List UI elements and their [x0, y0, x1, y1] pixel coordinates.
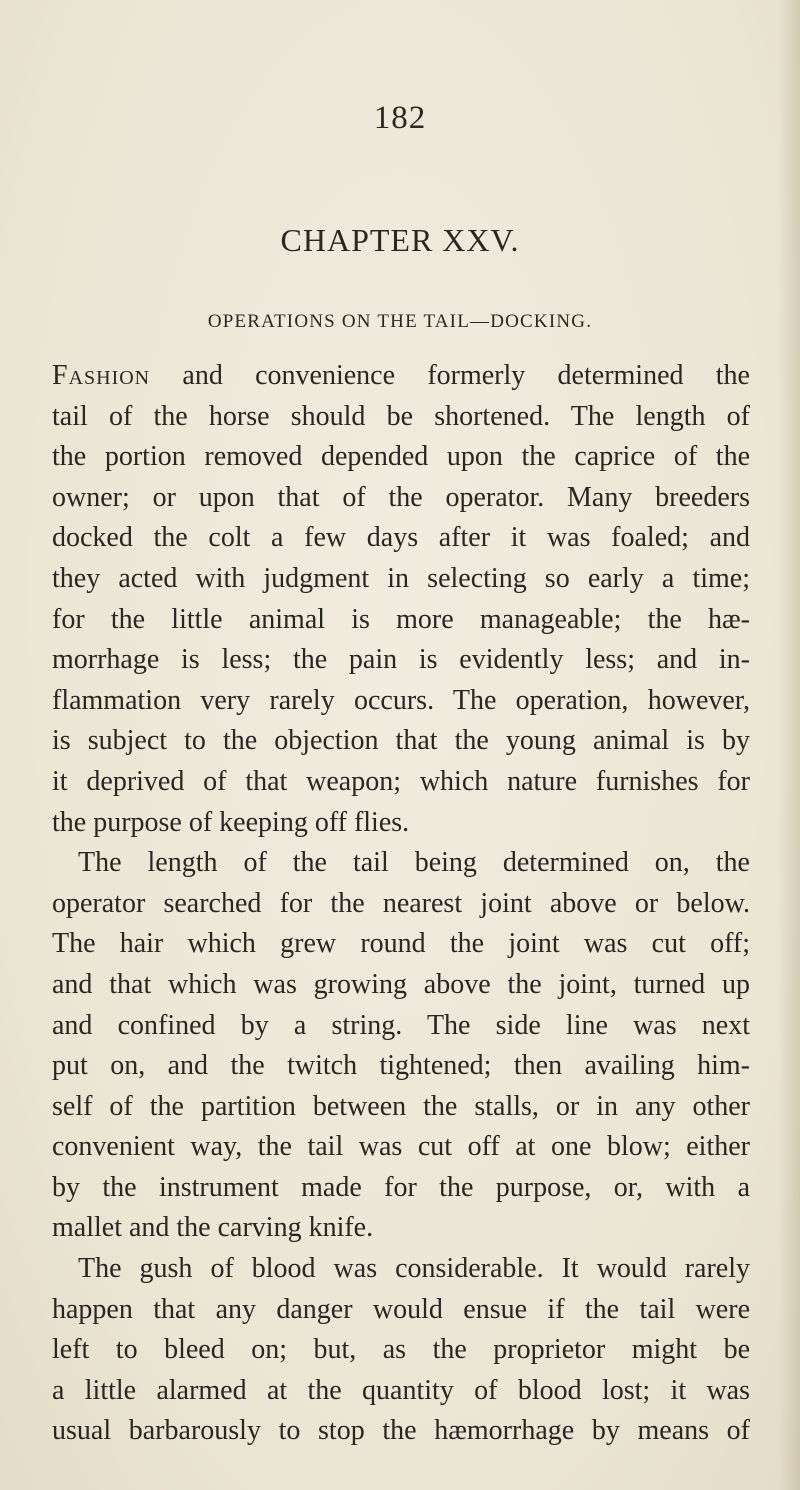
text-line: The gush of blood was considerable. It would rarely: [78, 1253, 750, 1285]
text-line: put on, and the twitch tightened; then availing him-: [52, 1050, 750, 1082]
text-line: the purpose of keeping off flies.: [52, 806, 410, 838]
chapter-title: CHAPTER XXV.: [280, 222, 520, 258]
text-line: self of the partition between the stalls, or in any other: [52, 1090, 750, 1122]
text-line: it deprived of that weapon; which nature furnishes for: [52, 765, 750, 797]
text-line: The hair which grew round the joint was cut off;: [52, 928, 750, 960]
text-line: tail of the horse should be shortened. The length of: [52, 400, 750, 432]
text-line: happen that any danger would ensue if the tail were: [52, 1293, 750, 1325]
text-line: left to bleed on; but, as the proprietor might be: [52, 1334, 750, 1366]
text-line: morrhage is less; the pain is evidently less; and in-: [52, 644, 750, 676]
text-line: docked the colt a few days after it was foaled; and: [52, 522, 750, 554]
text-line: The length of the tail being determined on, the: [78, 847, 750, 879]
text-line: and confined by a string. The side line was next: [52, 1009, 750, 1041]
chapter-subtitle: OPERATIONS ON THE TAIL—DOCKING.: [207, 311, 593, 332]
text-line: mallet and the carving knife.: [52, 1212, 374, 1244]
text-line: by the instrument made for the purpose, or, with a: [52, 1171, 750, 1203]
text-line: they acted with judgment in selecting so early a time;: [52, 562, 750, 594]
text-line: usual barbarously to stop the hæmorrhage by means of: [52, 1415, 750, 1447]
text-line: flammation very rarely occurs. The operation, however,: [52, 684, 750, 716]
page-edge-shadow: [778, 0, 800, 1490]
text-line: the portion removed depended upon the caprice of the: [52, 441, 750, 473]
text-line: owner; or upon that of the operator. Many breeders: [52, 481, 750, 513]
page-number: 182: [373, 100, 427, 136]
text-line: convenient way, the tail was cut off at one blow; either: [52, 1131, 750, 1163]
text-line: a little alarmed at the quantity of blood lost; it was: [52, 1374, 750, 1406]
text-line: is subject to the objection that the young animal is by: [52, 725, 750, 757]
body-text: [52, 356, 750, 1452]
text-line: and that which was growing above the joint, turned up: [52, 968, 750, 1000]
text-line: for the little animal is more manageable; the hæ-: [52, 603, 750, 635]
text-line: operator searched for the nearest joint above or below.: [52, 887, 750, 919]
text-line: Fashion and convenience formerly determined the: [52, 360, 750, 391]
